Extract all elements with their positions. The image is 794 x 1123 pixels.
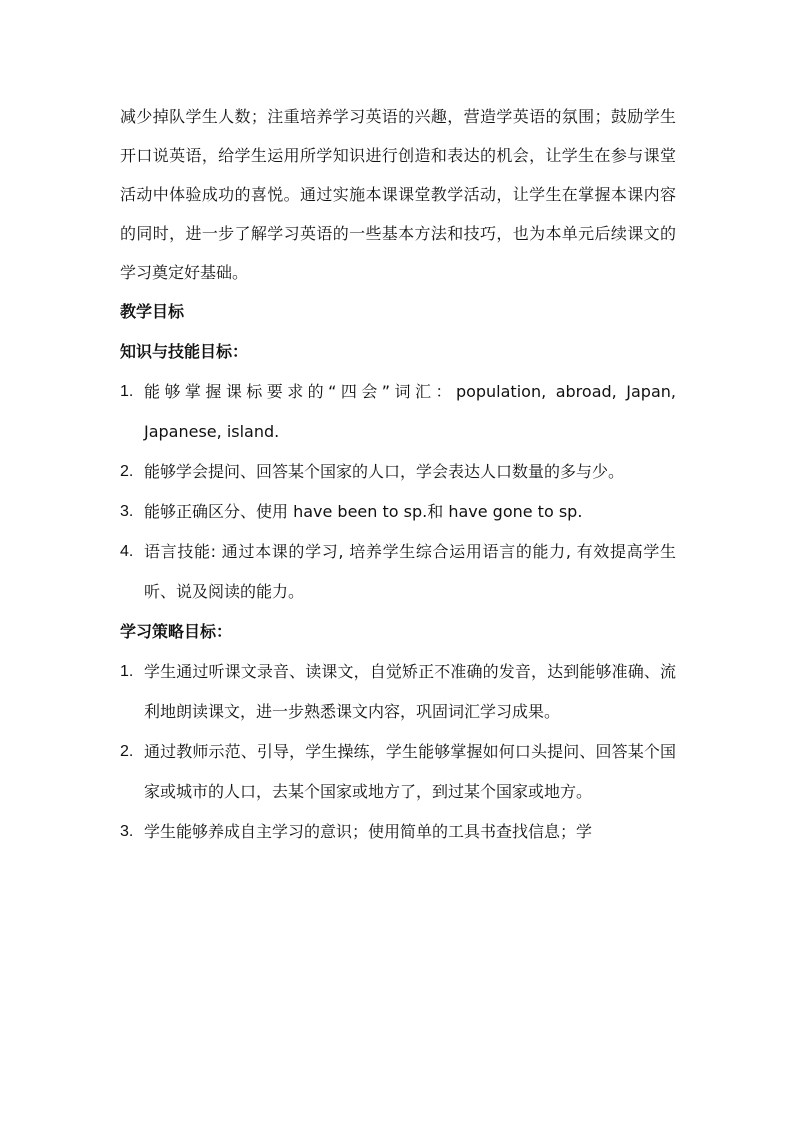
list-number: 3. [120,503,134,520]
knowledge-list [120,372,676,612]
list-number: 1. [120,663,134,680]
list-item [120,492,676,532]
strategy-list [120,652,676,852]
list-item [120,532,676,612]
list-number: 3. [120,823,134,840]
list-text: 学生能够养成自主学习的意识；使用简单的工具书查找信息；学 [144,822,593,841]
list-number: 1. [120,383,134,400]
list-text: 学生通过听课文录音、读课文，自觉矫正不准确的发音，达到能够准确、流利地朗读课文，进一步熟悉课文内容，巩固词汇学习成果。 [144,662,676,721]
heading-knowledge-skills: 知识与技能目标： [120,342,249,361]
intro-paragraph: 减少掉队学生人数；注重培养学习英语的兴趣，营造学英语的氛围；鼓励学生开口说英语，给学生运用所学知识进行创造和表达的机会，让学生在参与课堂活动中体验成功的喜悦。通过实施本课课堂教学活动，让学生在掌握本课内容的同时，进一步了解学习英语的一些基本方法和技巧，也为本单元后续课文的学习奠定好基础。 [120,107,676,282]
list-text: 语言技能: 通过本课的学习, 培养学生综合运用语言的能力, 有效提高学生听、说及阅读的能力。 [144,542,676,601]
list-number: 2. [120,743,134,760]
list-item [120,452,676,492]
list-number: 4. [120,543,134,560]
list-item [120,812,676,852]
list-item [120,372,676,452]
list-text: 能够正确区分、使用 have been to sp.和 have gone to sp. [144,502,583,521]
list-text: 通过教师示范、引导，学生操练，学生能够掌握如何口头提问、回答某个国家或城市的人口，去某个国家或地方了，到过某个国家或地方。 [144,742,676,801]
list-text: 能够学会提问、回答某个国家的人口，学会表达人口数量的多与少。 [144,462,625,481]
list-item [120,732,676,812]
list-text: 能够掌握课标要求的“四会”词汇：population, abroad, Japan, Japanese, island. [144,382,676,441]
heading-teaching-goals: 教学目标 [120,302,185,321]
heading-learning-strategy: 学习策略目标： [120,622,233,641]
list-number: 2. [120,463,134,480]
page-content [120,97,676,852]
list-item [120,652,676,732]
